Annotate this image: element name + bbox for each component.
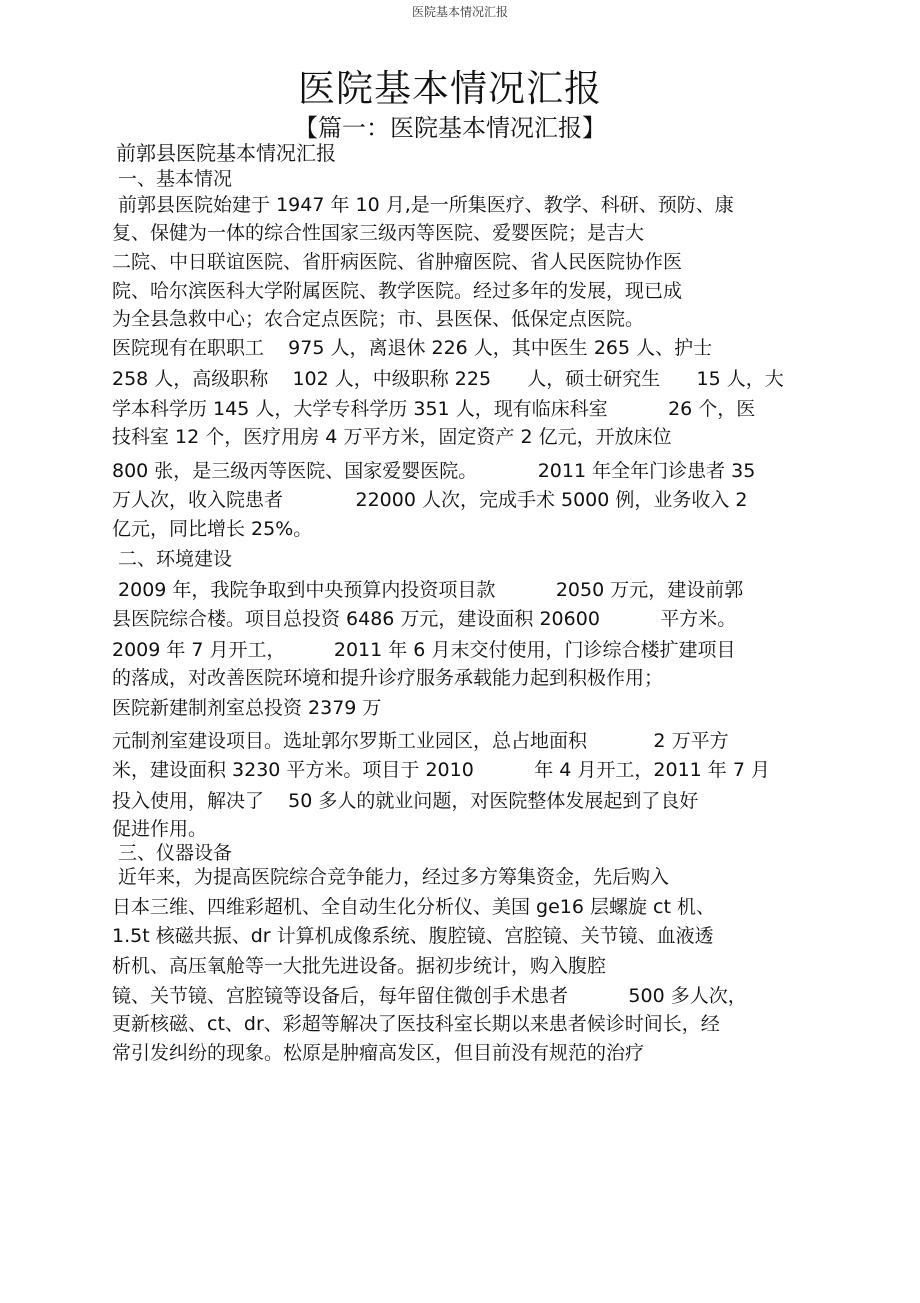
- section-heading-basic: 一、基本情况: [112, 168, 233, 190]
- paragraph-line: 复、保健为一体的综合性国家三级丙等医院、爱婴医院；是吉大: [112, 222, 645, 244]
- paragraph-line: 米，建设面积 3230 平方米。项目于 2010 年 4 月开工，2011 年 7 月: [112, 759, 770, 781]
- paragraph-line: 亿元，同比增长 25%。: [112, 518, 313, 540]
- paragraph-line: 更新核磁、ct、dr、彩超等解决了医技科室长期以来患者候诊时间长，经: [112, 1013, 720, 1035]
- paragraph-line: 800 张，是三级丙等医院、国家爱婴医院。 2011 年全年门诊患者 35: [112, 460, 756, 482]
- paragraph-line: 促进作用。: [112, 818, 208, 840]
- document-subtitle: 【篇一：医院基本情况汇报】: [294, 114, 606, 142]
- paragraph-line: 1.5t 核磁共振、dr 计算机成像系统、腹腔镜、宫腔镜、关节镜、血液透: [112, 925, 714, 947]
- paragraph-line: 前郭县医院始建于 1947 年 10 月,是一所集医疗、教学、科研、预防、康: [112, 194, 734, 216]
- paragraph-line: 2009 年，我院争取到中央预算内投资项目款 2050 万元，建设前郭: [112, 579, 744, 601]
- paragraph-line: 日本三维、四维彩超机、全自动生化分析仪、美国 ge16 层螺旋 ct 机、: [112, 896, 715, 918]
- paragraph-line: 学本科学历 145 人，大学专科学历 351 人，现有临床科室 26 个，医: [112, 398, 756, 420]
- paragraph-line: 258 人，高级职称 102 人，中级职称 225 人，硕士研究生 15 人，大: [112, 368, 784, 390]
- paragraph-line: 的落成，对改善医院环境和提升诊疗服务承载能力起到积极作用；: [112, 667, 664, 689]
- section-heading-environment: 二、环境建设: [112, 548, 233, 570]
- document-name: 前郭县医院基本情况汇报: [116, 141, 336, 165]
- paragraph-line: 医院新建制剂室总投资 2379 万: [112, 697, 382, 719]
- document-title: 医院基本情况汇报: [298, 67, 602, 110]
- paragraph-line: 医院现有在职职工 975 人，离退休 226 人，其中医生 265 人、护士: [112, 337, 713, 359]
- paragraph-line: 近年来，为提高医院综合竞争能力，经过多方筹集资金，先后购入: [112, 866, 670, 888]
- paragraph-line: 万人次，收入院患者 22000 人次，完成手术 5000 例，业务收入 2: [112, 489, 748, 511]
- paragraph-line: 2009 年 7 月开工， 2011 年 6 月末交付使用，门诊综合楼扩建项目: [112, 639, 736, 661]
- section-heading-equipment: 三、仪器设备: [112, 842, 233, 864]
- paragraph-line: 析机、高压氧舱等一大批先进设备。据初步统计，购入腹腔: [112, 955, 607, 977]
- paragraph-line: 技科室 12 个，医疗用房 4 万平方米，固定资产 2 亿元，开放床位: [112, 426, 672, 448]
- paragraph-line: 镜、关节镜、宫腔镜等设备后，每年留住微创手术患者 500 多人次，: [112, 985, 747, 1007]
- paragraph-line: 常引发纠纷的现象。松原是肿瘤高发区，但目前没有规范的治疗: [112, 1042, 645, 1064]
- paragraph-line: 投入使用，解决了 50 多人的就业问题，对医院整体发展起到了良好: [112, 790, 699, 812]
- paragraph-line: 院、哈尔滨医科大学附属医院、教学医院。经过多年的发展，现已成: [112, 280, 683, 302]
- paragraph-line: 二院、中日联谊医院、省肝病医院、省肿瘤医院、省人民医院协作医: [112, 251, 683, 273]
- paragraph-line: 元制剂室建设项目。选址郭尔罗斯工业园区，总占地面积 2 万平方: [112, 730, 729, 752]
- page-header: 医院基本情况汇报: [411, 5, 508, 19]
- paragraph-line: 县医院综合楼。项目总投资 6486 万元，建设面积 20600 平方米。: [112, 608, 737, 630]
- paragraph-line: 为全县急救中心；农合定点医院；市、县医保、低保定点医院。: [112, 308, 645, 330]
